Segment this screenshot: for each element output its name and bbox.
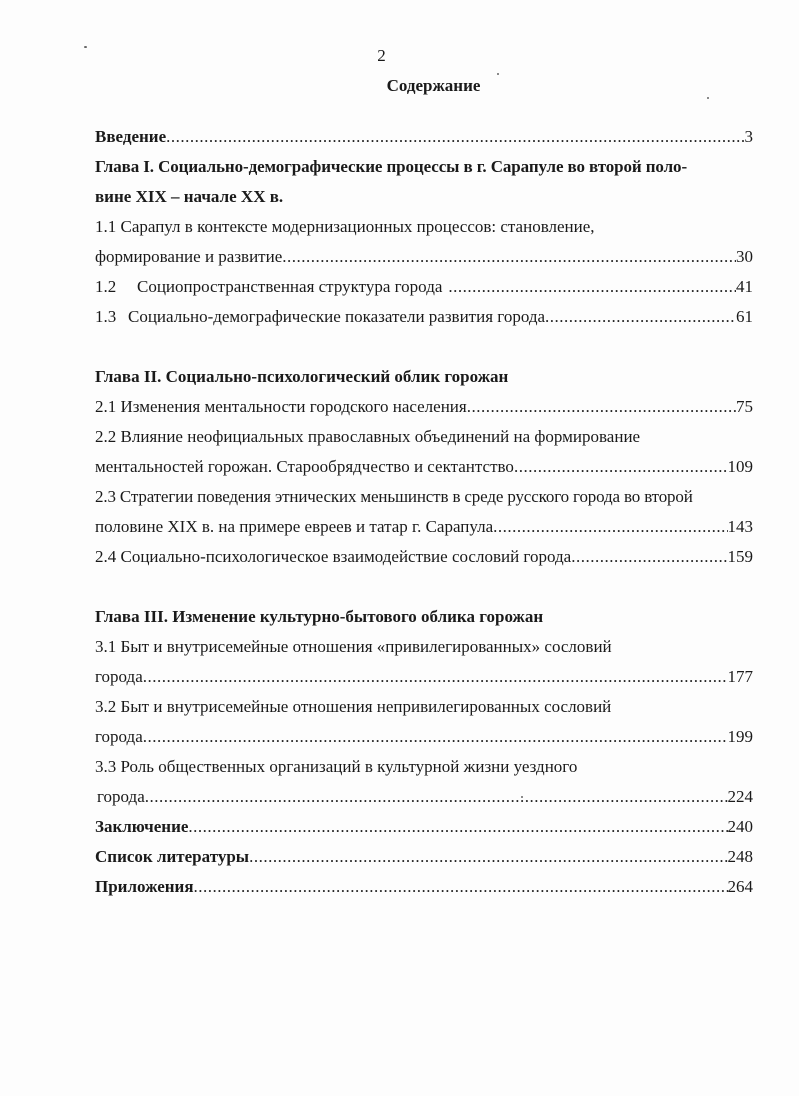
toc-page-ref: 248 <box>727 847 753 866</box>
toc-page-ref: 41 <box>736 277 753 296</box>
toc-page-ref: 75 <box>736 397 753 416</box>
dot-leader <box>448 272 736 302</box>
toc-page-ref: 264 <box>727 877 753 896</box>
toc-entry-3-3[interactable] <box>95 782 753 812</box>
toc-entry-3-1[interactable] <box>95 662 753 692</box>
dot-leader <box>166 122 744 152</box>
toc-entry-label: Заключение <box>95 817 189 836</box>
dot-leader <box>145 782 728 812</box>
scan-speck <box>707 97 709 99</box>
toc-entry-label: ментальностей горожан. Старообрядчество и сектантство <box>95 457 514 476</box>
toc-entry-label: города <box>97 787 145 806</box>
toc-page-ref: 199 <box>727 727 753 746</box>
toc-page-ref: 159 <box>727 547 753 566</box>
dot-leader <box>194 872 728 902</box>
toc-entry-2-3-line1[interactable]: 2.3 Стратегии поведения этнических меньшинств в среде русского города во второй <box>95 487 693 506</box>
toc-page-ref: 109 <box>727 457 753 476</box>
dot-leader <box>493 512 727 542</box>
toc-entry-label: формирование и развитие <box>95 247 283 266</box>
toc-entry-label: половине XIX в. на примере евреев и татар г. Сарапула <box>95 517 494 536</box>
page-title: Содержание <box>386 76 481 95</box>
chapter-3-title[interactable]: Глава III. Изменение культурно-бытового облика горожан <box>95 607 544 626</box>
dot-leader <box>571 542 727 572</box>
toc-entry-3-2[interactable] <box>95 722 753 752</box>
dot-leader <box>249 842 727 872</box>
scan-speck <box>497 73 499 75</box>
toc-page-ref: 224 <box>727 787 753 806</box>
toc-entry-1-1[interactable] <box>95 242 753 272</box>
toc-entry-3-2-line1[interactable]: 3.2 Быт и внутрисемейные отношения непривилегированных сословий <box>95 697 612 716</box>
chapter-1-title-line2[interactable]: вине XIX – начале XX в. <box>95 187 284 206</box>
toc-entry-label: 2.1 Изменения ментальности городского населения <box>95 397 467 416</box>
chapter-2-title[interactable]: Глава II. Социально-психологический облик горожан <box>95 367 509 386</box>
toc-entry-3-3-line1[interactable]: 3.3 Роль общественных организаций в культурной жизни уездного <box>95 757 578 776</box>
toc-entry-label: города <box>95 667 143 686</box>
toc-entry-1-2[interactable] <box>95 272 753 302</box>
toc-page-ref: 3 <box>744 127 753 146</box>
dot-leader <box>545 302 736 332</box>
toc-entry-2-4[interactable] <box>95 542 753 572</box>
toc-page-ref: 177 <box>727 667 753 686</box>
toc-entry-label: города <box>95 727 143 746</box>
toc-entry-label: Социально-демографические показатели развития города <box>128 307 546 326</box>
toc-entry-2-3[interactable] <box>95 512 753 542</box>
dot-leader <box>143 722 728 752</box>
dot-leader <box>514 452 728 482</box>
spacer <box>95 332 753 362</box>
page-number: 2 <box>377 46 386 65</box>
toc-entry-bibliography[interactable] <box>95 842 753 872</box>
dot-leader <box>467 392 736 422</box>
toc-entry-3-1-line1[interactable]: 3.1 Быт и внутрисемейные отношения «привилегированных» сословий <box>95 637 612 656</box>
toc-entry-number: 1.3 <box>95 307 117 326</box>
toc-page-ref: 240 <box>727 817 753 836</box>
toc-entry-label: Список литературы <box>95 847 250 866</box>
table-of-contents <box>95 122 753 902</box>
toc-entry-intro[interactable] <box>95 122 753 152</box>
toc-entry-2-2-line1[interactable]: 2.2 Влияние неофициальных православных объединений на формирование <box>95 427 641 446</box>
spacer <box>95 572 753 602</box>
toc-entry-2-1[interactable] <box>95 392 753 422</box>
toc-entry-number: 1.2 <box>95 277 117 296</box>
toc-entry-label: Введение <box>95 127 167 146</box>
toc-entry-label: Социопространственная структура города <box>137 277 443 296</box>
toc-page-ref: 143 <box>727 517 753 536</box>
toc-entry-label: Приложения <box>95 877 194 896</box>
toc-page-ref: 30 <box>736 247 753 266</box>
toc-page-ref: 61 <box>736 307 753 326</box>
toc-entry-appendices[interactable] <box>95 872 753 902</box>
toc-entry-label: 2.4 Социально-психологическое взаимодействие сословий города <box>95 547 572 566</box>
toc-entry-2-2[interactable] <box>95 452 753 482</box>
toc-entry-1-3[interactable] <box>95 302 753 332</box>
dot-leader <box>143 662 728 692</box>
toc-entry-1-1-line1[interactable]: 1.1 Сарапул в контексте модернизационных процессов: становление, <box>95 217 595 236</box>
chapter-1-title-line1[interactable]: Глава I. Социально-демографические процессы в г. Сарапуле во второй поло- <box>95 157 688 176</box>
dot-leader <box>282 242 736 272</box>
toc-entry-conclusion[interactable] <box>95 812 753 842</box>
dot-leader <box>188 812 727 842</box>
